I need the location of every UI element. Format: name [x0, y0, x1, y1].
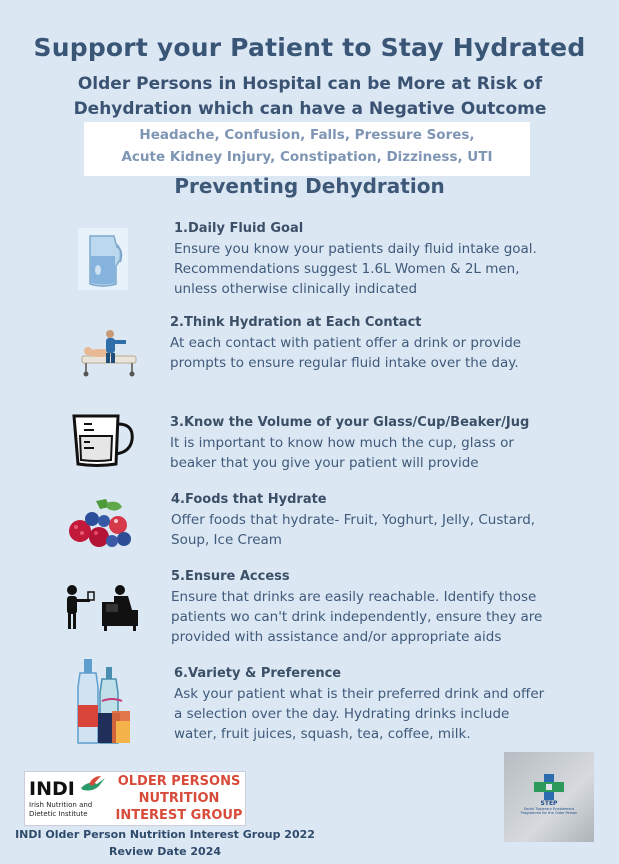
tip-line: beaker that you give your patient will provide	[170, 455, 479, 471]
tip-heading: 1.Daily Fluid Goal	[174, 221, 304, 236]
symptoms-line-1: Headache, Confusion, Falls, Pressure Sores,	[139, 127, 475, 143]
tip-body	[174, 684, 554, 744]
tip-heading: 2.Think Hydration at Each Contact	[170, 315, 422, 330]
tip-body	[174, 239, 554, 299]
section-title: Preventing Dehydration	[174, 174, 445, 198]
tip-body	[170, 433, 550, 473]
patient-bed-icon	[78, 328, 140, 382]
tip-body	[170, 333, 550, 373]
page-title: Support your Patient to Stay Hydrated	[33, 33, 586, 62]
tip-line: It is important to know how much the cup, glass or	[170, 435, 514, 451]
hummingbird-icon	[79, 774, 107, 796]
tip-line: prompts to ensure regular fluid intake over the day.	[170, 355, 519, 371]
indi-logo-text: INDI	[29, 778, 75, 800]
tip-heading: 4.Foods that Hydrate	[171, 492, 327, 507]
drinks-bottles-icon	[72, 657, 136, 751]
indi-subtitle-line: Irish Nutrition and	[29, 801, 93, 809]
step-logo-text: STEP	[540, 800, 558, 807]
indi-subtitle-line: Dietetic Institute	[29, 810, 88, 818]
interest-group-logo-text	[115, 773, 243, 824]
step-cross-icon	[534, 774, 564, 800]
tip-line: At each contact with patient offer a drink or provide	[170, 335, 522, 351]
tip-heading: 6.Variety & Preference	[174, 666, 342, 681]
symptoms-box	[84, 122, 530, 176]
assistance-icon	[62, 582, 142, 636]
tip-line: Soup, Ice Cream	[171, 532, 282, 548]
tip-line: Ensure that drinks are easily reachable. Identify those	[171, 589, 537, 605]
water-jug-icon	[76, 226, 130, 296]
tip-body	[171, 510, 551, 550]
tip-line: Recommendations suggest 1.6L Women & 2L men,	[174, 261, 520, 277]
footer-line-1: INDI Older Person Nutrition Interest Group 2022	[15, 828, 315, 841]
step-logo	[504, 752, 594, 842]
tip-line: patients wo can't drink independently, ensure they are	[171, 609, 543, 625]
tip-line: water, fruit juices, squash, tea, coffee, milk.	[174, 726, 471, 742]
footer-line-2: Review Date 2024	[108, 845, 222, 858]
indi-subtitle	[29, 801, 92, 819]
step-logo-subtitle: South Tipperary Enablement Programme for the Older Person	[520, 807, 578, 815]
subtitle	[40, 72, 580, 122]
tip-line: Ensure you know your patients daily fluid intake goal.	[174, 241, 537, 257]
indi-logo	[24, 771, 246, 826]
tip-line: provided with assistance and/or appropriate aids	[171, 629, 502, 645]
berries-icon	[66, 497, 136, 553]
interest-group-line: OLDER PERSONS	[117, 774, 241, 789]
interest-group-line: NUTRITION	[138, 791, 220, 806]
tip-line: a selection over the day. Hydrating drinks include	[174, 706, 510, 722]
tip-line: unless otherwise clinically indicated	[174, 281, 418, 297]
tip-line: Offer foods that hydrate- Fruit, Yoghurt, Jelly, Custard,	[171, 512, 536, 528]
tip-body	[171, 587, 551, 647]
measuring-jug-icon	[70, 410, 138, 472]
interest-group-line: INTEREST GROUP	[115, 808, 243, 823]
symptoms-line-2: Acute Kidney Injury, Constipation, Dizziness, UTI	[121, 149, 493, 165]
tip-line: Ask your patient what is their preferred drink and offer	[174, 686, 545, 702]
subtitle-line-1: Older Persons in Hospital can be More at Risk of	[77, 74, 543, 94]
tip-heading: 3.Know the Volume of your Glass/Cup/Beaker/Jug	[170, 415, 530, 430]
tip-heading: 5.Ensure Access	[171, 569, 290, 584]
subtitle-line-2: Dehydration which can have a Negative Outcome	[73, 99, 547, 119]
